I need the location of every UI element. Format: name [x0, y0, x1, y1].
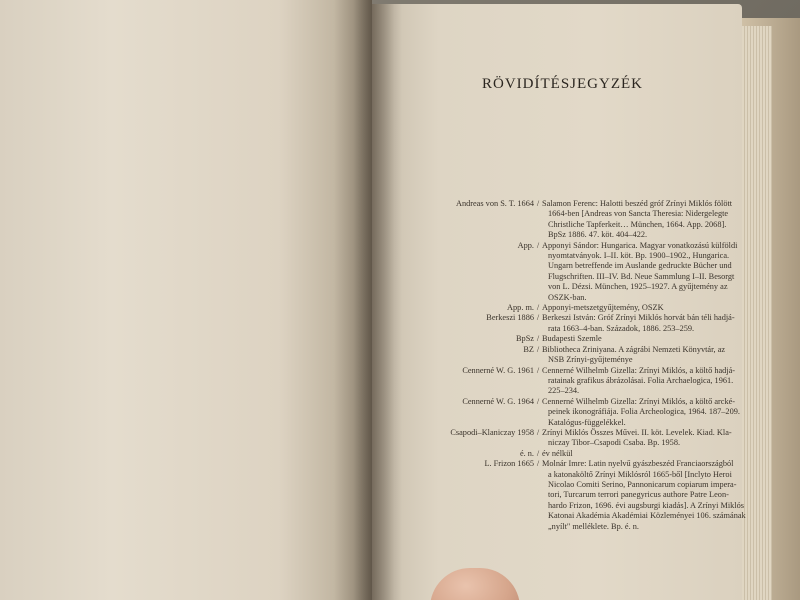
page-title: RÖVIDÍTÉSJEGYZÉK	[482, 76, 643, 92]
list-item	[372, 459, 746, 532]
definition	[542, 303, 734, 313]
separator: /	[536, 365, 540, 375]
definition-line: Budapesti Szemle	[542, 334, 602, 344]
separator: /	[536, 427, 540, 437]
abbreviation: L. Frizon 1665	[484, 459, 534, 469]
separator: /	[536, 344, 540, 354]
definition	[542, 459, 746, 532]
abbreviation: Csapodi–Klaniczay 1958	[450, 427, 534, 437]
definition-line: Katonai Akadémia Akadémiai Közleményei 106. számának	[548, 511, 746, 521]
left-page-blank	[0, 0, 372, 600]
definition-line: 1664-ben [Andreas von Sancta Theresia: Nidergelegte	[548, 209, 729, 219]
right-page	[372, 4, 746, 600]
definition-line: OSZK-ban.	[548, 292, 587, 302]
definition-line: Apponyi-metszetgyűjtemény, OSZK	[542, 303, 664, 313]
list-item	[372, 428, 742, 449]
separator: /	[536, 448, 540, 458]
list-item	[372, 303, 742, 313]
definition-line: tori, Turcarum terrori panegyricus authore Patre Leon-	[548, 490, 729, 500]
definition-line: Cennerné Wilhelmb Gizella: Zrínyi Miklós, a költő arcké-	[542, 396, 736, 406]
definition-line: Zrínyi Miklós Összes Művei. II. köt. Levelek. Kiad. Kla-	[542, 427, 732, 437]
definition	[542, 241, 737, 303]
list-item	[372, 241, 742, 303]
definition	[542, 345, 734, 366]
abbreviation: App.	[517, 240, 534, 250]
definition-line: a katonaköltő Zrínyi Miklósról 1665-ből [Inclyto Heroi	[548, 469, 732, 479]
separator: /	[536, 459, 540, 469]
definition-line: BpSz 1886. 47. köt. 404–422.	[548, 230, 648, 240]
definition-line: nyomtatványok. I–II. köt. Bp. 1900–1902., Hungarica.	[548, 251, 730, 261]
separator: /	[536, 396, 540, 406]
definition-line: év nélkül	[542, 448, 573, 458]
separator: /	[536, 303, 540, 313]
definition-line: Cennerné Wilhelmb Gizella: Zrínyi Miklós, a költő hadjá-	[542, 365, 736, 375]
definition	[542, 199, 734, 241]
definition-line: ratainak grafikus ábrázolásai. Folia Archaelogica, 1961.	[548, 375, 734, 385]
definition-line: Ungarn betreffende im Auslande gedruckte Bücher und	[548, 261, 732, 271]
abbreviation: Cennerné W. G. 1961	[462, 365, 534, 375]
definition-line: rata 1663–4-ban. Századok, 1886. 253–259.	[548, 323, 695, 333]
abbreviation: BZ	[523, 344, 534, 354]
definition-line: Flugschriften. III–IV. Bd. Neue Sammlung I–II. Besorgt	[548, 271, 735, 281]
definition-line: „nyílt" melléklete. Bp. é. n.	[548, 521, 639, 531]
list-item	[372, 334, 742, 344]
abbreviation: BpSz	[516, 334, 534, 344]
abbreviation: Cennerné W. G. 1964	[462, 396, 534, 406]
definition-line: Christliche Tapferkeit… München, 1664. App. 2068].	[548, 219, 727, 229]
abbreviation-list	[372, 199, 746, 532]
abbreviation: Berkeszi 1886	[486, 313, 534, 323]
definition	[542, 334, 734, 344]
definition-line: Molnár Imre: Latin nyelvű gyászbeszéd Franciaországból	[542, 459, 734, 469]
definition	[542, 397, 740, 428]
definition	[542, 449, 734, 459]
separator: /	[536, 313, 540, 323]
definition-line: niczay Tibor–Csapodi Csaba. Bp. 1958.	[548, 438, 681, 448]
list-item	[372, 397, 742, 428]
definition-line: 225–234.	[548, 386, 580, 396]
separator: /	[536, 199, 540, 208]
list-item	[372, 313, 742, 334]
definition-line: hardo Frizon, 1696. évi augsburgi kiadás]. A Zrínyi Miklós	[548, 500, 744, 510]
definition-line: Berkeszi István: Gróf Zrínyi Miklós horvát bán téli hadjá-	[542, 313, 735, 323]
definition-line: NSB Zrínyi-gyűjteménye	[548, 355, 633, 365]
definition-line: von L. Dézsi. München, 1925–1927. A gyűjtemény az	[548, 282, 728, 292]
list-item	[372, 345, 742, 366]
definition-line: Bibliotheca Zriniyana. A zágrábi Nemzeti Könyvtár, az	[542, 344, 726, 354]
definition-line: Apponyi Sándor: Hungarica. Magyar vonatkozású külföldi	[542, 240, 738, 250]
definition	[542, 366, 735, 397]
separator: /	[536, 240, 540, 250]
definition	[542, 428, 734, 449]
definition	[542, 313, 735, 334]
list-item	[372, 199, 742, 241]
definition-line: Katalógus-függelékkel.	[548, 417, 626, 427]
list-item	[372, 449, 742, 459]
separator: /	[536, 334, 540, 344]
definition-line: peinek ikonográfiája. Folia Archeologica, 1964. 187–209.	[548, 407, 740, 417]
abbreviation: App. m.	[507, 303, 534, 313]
definition-line: Salamon Ferenc: Halotti beszéd gróf Zrínyi Miklós fölött	[542, 199, 733, 208]
list-item	[372, 366, 742, 397]
abbreviation: é. n.	[519, 448, 534, 458]
abbreviation: Andreas von S. T. 1664	[455, 199, 534, 208]
definition-line: Nicolao Comiti Serino, Pannonicarum copiarum impera-	[548, 479, 737, 489]
